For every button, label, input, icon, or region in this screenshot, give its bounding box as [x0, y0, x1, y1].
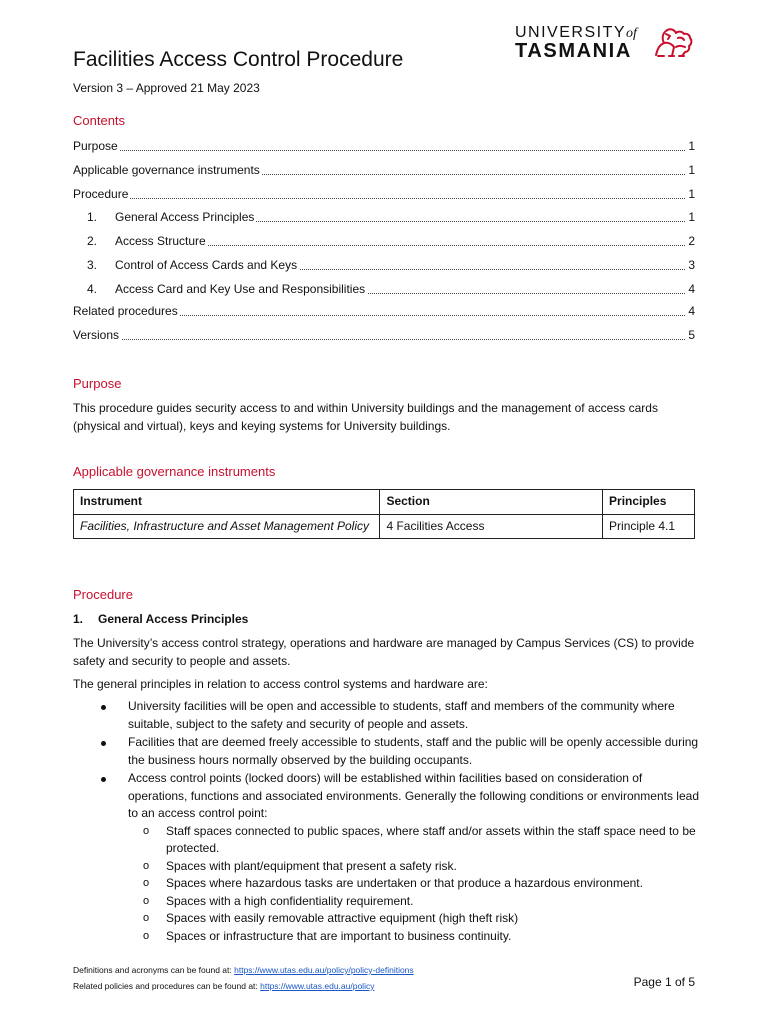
toc-leader — [73, 339, 685, 340]
toc-number: 3. — [87, 258, 98, 272]
footer-related: Related policies and procedures can be found at: https://www.utas.edu.au/policy — [73, 981, 375, 991]
toc-page: 4 — [688, 282, 695, 296]
toc-page: 2 — [688, 234, 695, 248]
sub-list-item: o Spaces with a high confidentiality requirement. — [73, 893, 699, 911]
list-item: University facilities will be open and accessible to students, staff and members of the community where suitable, subject to the safety and security of people and assets. — [73, 698, 699, 733]
circle-bullet-icon: o — [143, 877, 150, 889]
policy-link[interactable]: https://www.utas.edu.au/policy — [260, 981, 375, 991]
circle-bullet-icon: o — [143, 894, 150, 907]
toc-page: 5 — [688, 328, 695, 342]
toc-entry-related[interactable] — [73, 304, 695, 320]
toc-page: 3 — [688, 258, 695, 272]
bullet-icon — [101, 741, 106, 746]
bullet-icon — [101, 705, 106, 710]
table-cell-section: 4 Facilities Access — [380, 514, 603, 539]
sub-list-item: o Spaces where hazardous tasks are undertaken or that produce a hazardous environment. — [73, 875, 699, 893]
column-header: Instrument — [74, 490, 380, 515]
procedure-heading: Procedure — [73, 587, 133, 602]
toc-label: Procedure — [73, 187, 129, 201]
principles-list — [73, 698, 699, 946]
toc-entry-card-use[interactable] — [73, 282, 695, 298]
toc-number: 1. — [87, 210, 98, 224]
sub-list-item: o Staff spaces connected to public spaces, where staff and/or assets within the staff space need to be protected. — [143, 823, 696, 855]
list-item: Facilities that are deemed freely accessible to students, staff and the public will be openly accessible during the business hours normally observed by the building occupants. — [73, 734, 699, 769]
circle-bullet-icon: o — [143, 824, 150, 837]
list-item: Access control points (locked doors) will be established within facilities based on consideration of operations, functions and associated environments. Generally the following conditions or environments lead to an access control point: o Staff spaces connected to public spaces, where staff and/or assets within the staff space need to be protected. o Spaces with plant/equipment that present a safety risk. o Spaces where hazardous tasks are undertaken or that produce a hazardous environment. o Spaces with a high confidentiality requirement. o Spaces with easily removable attractive equipment (high theft risk) o Spaces or infrastructure that are important to business continuity. — [73, 770, 699, 945]
page-footer — [73, 962, 414, 994]
toc-entry-access-structure[interactable] — [73, 234, 695, 250]
toc-page: 4 — [688, 304, 695, 318]
toc-page: 1 — [688, 187, 695, 201]
toc-label: Control of Access Cards and Keys — [115, 258, 298, 272]
toc-entry-versions[interactable] — [73, 328, 695, 344]
toc-label: Access Card and Key Use and Responsibilities — [115, 282, 366, 296]
table-cell-principles: Principle 4.1 — [603, 514, 695, 539]
definitions-link[interactable]: https://www.utas.edu.au/policy/policy-definitions — [234, 965, 414, 975]
sub-list-item: o Spaces with easily removable attractive equipment (high theft risk) — [73, 910, 699, 928]
footer-definitions: Definitions and acronyms can be found at: https://www.utas.edu.au/policy/policy-definitions — [73, 965, 414, 975]
toc-entry-procedure[interactable] — [73, 187, 695, 203]
sub-list-item: o Spaces or infrastructure that are important to business continuity. — [73, 928, 699, 946]
document-title: Facilities Access Control Procedure — [73, 48, 404, 71]
university-logo — [515, 24, 697, 64]
table-cell-instrument: Facilities, Infrastructure and Asset Management Policy — [74, 514, 380, 539]
page-number: Page 1 of 5 — [633, 975, 695, 989]
section-number: 1. — [73, 612, 84, 626]
column-header: Section — [380, 490, 603, 515]
toc-entry-general-access[interactable] — [73, 210, 695, 226]
toc-leader — [73, 198, 685, 199]
lion-emblem-icon — [652, 25, 696, 61]
bullet-icon — [101, 777, 106, 782]
circle-bullet-icon: o — [143, 929, 150, 942]
circle-bullet-icon: o — [143, 912, 150, 924]
toc-page: 1 — [688, 163, 695, 177]
column-header: Principles — [603, 490, 695, 515]
toc-label: Purpose — [73, 139, 118, 153]
logo-tasmania-text: TASMANIA — [515, 40, 632, 62]
sub-list-item: o Spaces with plant/equipment that present a safety risk. — [73, 858, 699, 876]
toc-entry-control-cards[interactable] — [73, 258, 695, 274]
governance-table — [73, 489, 695, 539]
toc-page: 1 — [688, 139, 695, 153]
circle-bullet-icon: o — [143, 859, 150, 872]
section-heading — [73, 612, 248, 626]
toc-number: 4. — [87, 282, 98, 296]
toc-label: Access Structure — [115, 234, 206, 248]
section-title: General Access Principles — [98, 612, 249, 626]
table-header-row — [74, 490, 695, 515]
table-row — [74, 514, 695, 539]
contents-heading: Contents — [73, 113, 126, 128]
toc-label: Versions — [73, 328, 120, 342]
version-line: Version 3 – Approved 21 May 2023 — [73, 81, 260, 95]
toc-entry-purpose[interactable] — [73, 139, 695, 155]
procedure-paragraph-1: The University’s access control strategy, operations and hardware are managed by Campus Services (CS) to provide safety and security to people and assets. — [73, 636, 695, 668]
toc-leader — [73, 150, 685, 151]
toc-entry-governance[interactable] — [73, 163, 695, 179]
governance-heading: Applicable governance instruments — [73, 464, 276, 479]
toc-page: 1 — [688, 210, 695, 224]
toc-label: Applicable governance instruments — [73, 163, 260, 177]
toc-label: General Access Principles — [115, 210, 255, 224]
procedure-paragraph-2: The general principles in relation to access control systems and hardware are: — [73, 677, 488, 691]
purpose-heading: Purpose — [73, 376, 122, 391]
purpose-text: This procedure guides security access to and within University buildings and the management of access cards (physical and virtual), keys and keying systems for University buildings. — [73, 401, 658, 433]
toc-label: Related procedures — [73, 304, 178, 318]
toc-number: 2. — [87, 234, 98, 248]
logo-university-text: UNIVERSITYof — [515, 24, 637, 41]
